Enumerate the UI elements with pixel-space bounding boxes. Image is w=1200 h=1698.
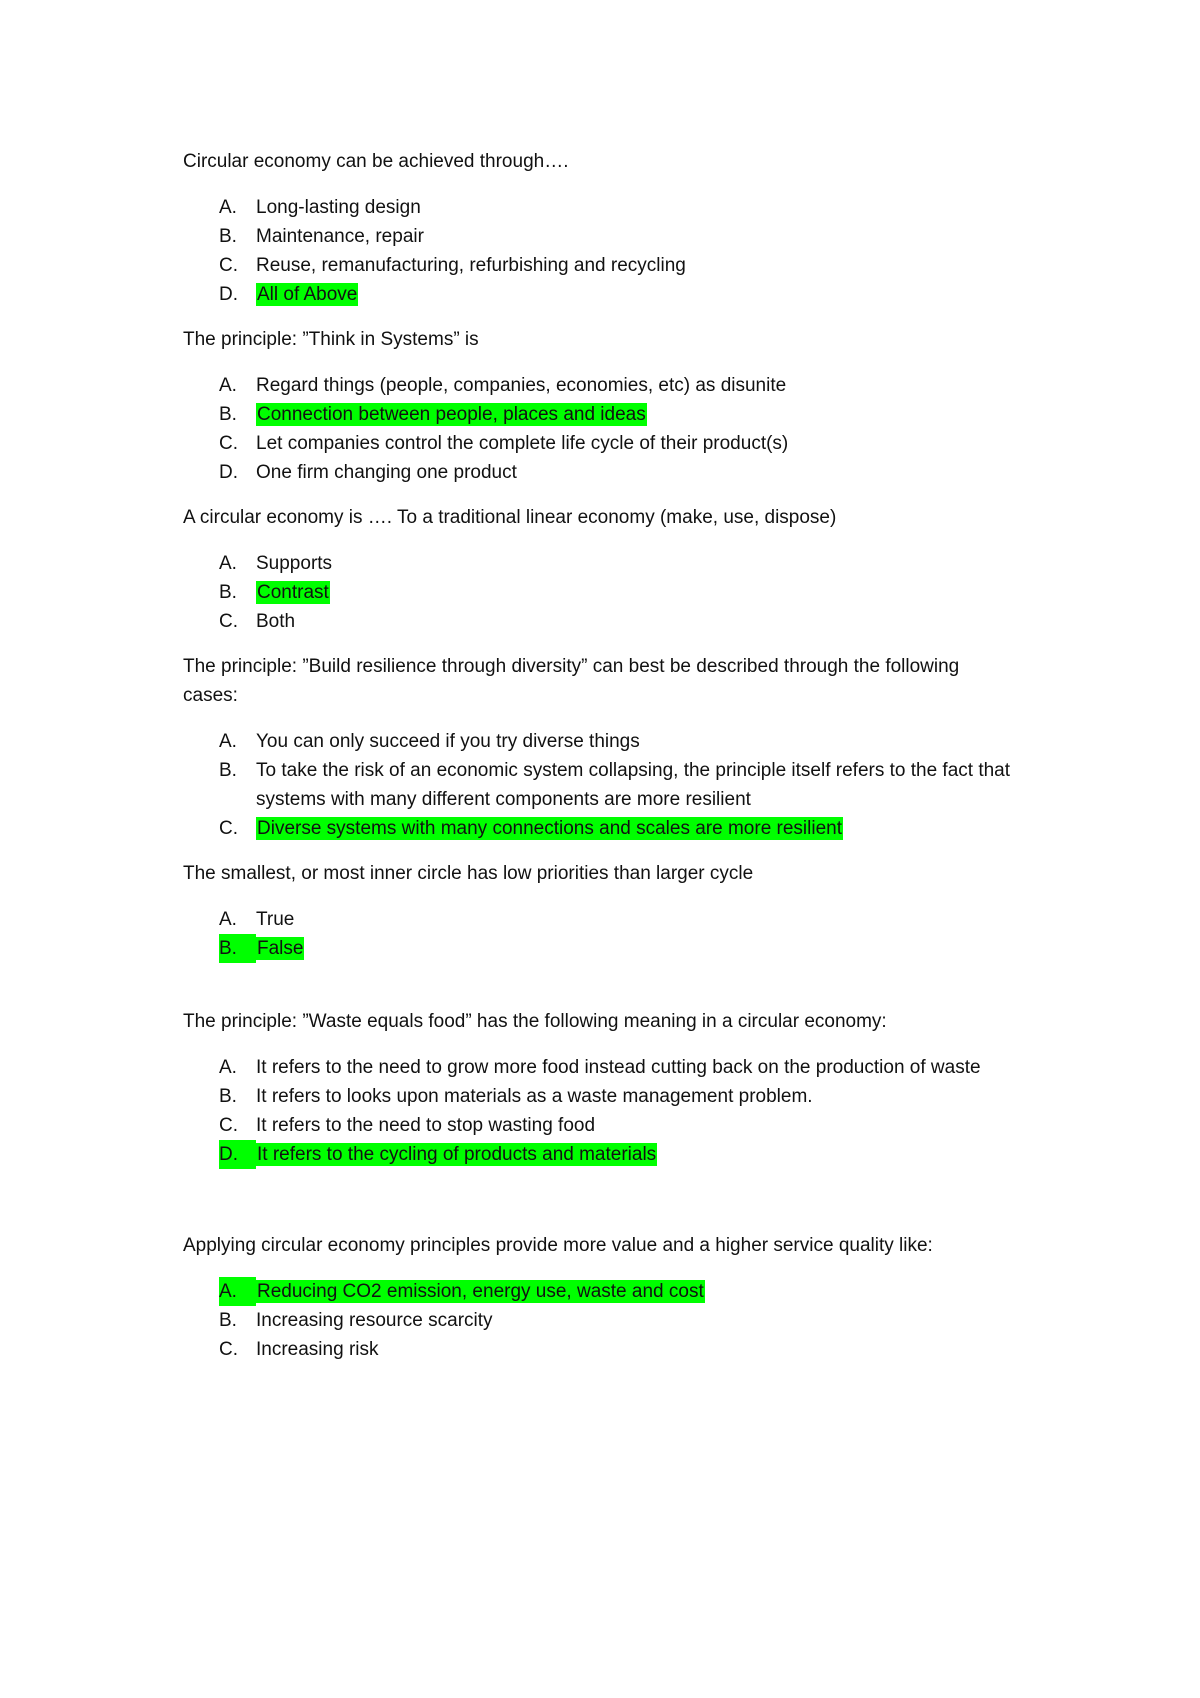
option-letter: B. — [219, 404, 237, 425]
option-text: Supports — [256, 553, 333, 574]
option-list — [183, 905, 1013, 963]
option-letter: C. — [219, 611, 238, 632]
option-a — [183, 727, 1013, 756]
option-letter: A. — [219, 197, 237, 218]
option-c — [183, 429, 1013, 458]
option-text: True — [256, 909, 295, 930]
option-d-correct — [183, 1140, 1013, 1169]
option-list — [183, 727, 1013, 843]
option-letter: C. — [219, 255, 238, 276]
question-text: The principle: ”Waste equals food” has the following meaning in a circular economy: — [183, 1011, 887, 1032]
option-text: It refers to the need to grow more food instead cutting back on the production of waste — [256, 1057, 981, 1078]
option-text: It refers to looks upon materials as a waste management problem. — [256, 1086, 813, 1107]
option-letter: C. — [219, 1339, 238, 1360]
option-b-correct — [183, 578, 1013, 607]
option-letter: D. — [219, 1140, 256, 1169]
option-text: Reuse, remanufacturing, refurbishing and recycling — [256, 255, 686, 276]
option-list — [183, 1053, 1013, 1169]
highlighted-answer: All of Above — [257, 284, 358, 305]
option-b — [183, 1082, 1013, 1111]
option-c — [183, 607, 1013, 636]
question-text: The principle: ”Build resilience through diversity” can best be described through the following cases: — [183, 656, 960, 706]
question-6 — [183, 1007, 1013, 1169]
option-a — [183, 1053, 1013, 1082]
question-text: The smallest, or most inner circle has low priorities than larger cycle — [183, 863, 754, 884]
option-text: One firm changing one product — [256, 462, 517, 483]
option-letter: C. — [219, 1115, 238, 1136]
highlighted-answer: False — [257, 938, 304, 959]
question-text: A circular economy is …. To a traditional linear economy (make, use, dispose) — [183, 507, 837, 528]
option-b-correct — [183, 934, 1013, 963]
option-text: Both — [256, 611, 296, 632]
option-list — [183, 1277, 1013, 1364]
quiz-document — [183, 147, 1013, 1380]
option-letter: D. — [219, 284, 238, 305]
option-d — [183, 458, 1013, 487]
option-text: To take the risk of an economic system collapsing, the principle itself refers to the fact that systems with many different components are more resilient — [256, 760, 1011, 810]
option-c — [183, 1335, 1013, 1364]
option-letter: C. — [219, 818, 238, 839]
option-text: Increasing risk — [256, 1339, 379, 1360]
option-text: It refers to the need to stop wasting food — [256, 1115, 596, 1136]
option-c-correct — [183, 814, 1013, 843]
highlighted-answer: Connection between people, places and ideas — [257, 404, 646, 425]
option-c — [183, 251, 1013, 280]
question-2 — [183, 325, 1013, 487]
question-4 — [183, 652, 1013, 843]
option-list — [183, 371, 1013, 487]
option-letter: C. — [219, 433, 238, 454]
option-letter: A. — [219, 375, 237, 396]
option-list — [183, 193, 1013, 309]
option-letter: D. — [219, 462, 238, 483]
highlighted-answer: Contrast — [257, 582, 329, 603]
highlighted-answer: Diverse systems with many connections and scales are more resilient — [257, 818, 843, 839]
option-letter: B. — [219, 760, 237, 781]
option-text: You can only succeed if you try diverse things — [256, 731, 640, 752]
option-letter: A. — [219, 731, 237, 752]
option-letter: B. — [219, 1086, 237, 1107]
option-text: Increasing resource scarcity — [256, 1310, 493, 1331]
option-b — [183, 222, 1013, 251]
option-text: Regard things (people, companies, economies, etc) as disunite — [256, 375, 787, 396]
option-a — [183, 371, 1013, 400]
option-a — [183, 549, 1013, 578]
option-c — [183, 1111, 1013, 1140]
option-text: Maintenance, repair — [256, 226, 424, 247]
option-letter: B. — [219, 1310, 237, 1331]
option-a-correct — [183, 1277, 1013, 1306]
option-letter: A. — [219, 909, 237, 930]
option-b — [183, 756, 1013, 814]
option-letter: B. — [219, 934, 256, 963]
option-text: Long-lasting design — [256, 197, 421, 218]
option-letter: B. — [219, 226, 237, 247]
option-text: Let companies control the complete life cycle of their product(s) — [256, 433, 789, 454]
question-text: Applying circular economy principles provide more value and a higher service quality like: — [183, 1235, 933, 1256]
highlighted-answer: It refers to the cycling of products and materials — [257, 1144, 657, 1165]
question-7 — [183, 1231, 1013, 1364]
highlighted-answer: Reducing CO2 emission, energy use, waste and cost — [257, 1281, 704, 1302]
option-b — [183, 1306, 1013, 1335]
option-list — [183, 549, 1013, 636]
option-letter: B. — [219, 582, 237, 603]
option-b-correct — [183, 400, 1013, 429]
option-letter: A. — [219, 1277, 256, 1306]
option-letter: A. — [219, 1057, 237, 1078]
question-1 — [183, 147, 1013, 309]
option-letter: A. — [219, 553, 237, 574]
question-text: The principle: ”Think in Systems” is — [183, 329, 479, 350]
option-a — [183, 905, 1013, 934]
option-d-correct — [183, 280, 1013, 309]
question-5 — [183, 859, 1013, 963]
question-3 — [183, 503, 1013, 636]
question-text: Circular economy can be achieved through…. — [183, 151, 569, 172]
option-a — [183, 193, 1013, 222]
